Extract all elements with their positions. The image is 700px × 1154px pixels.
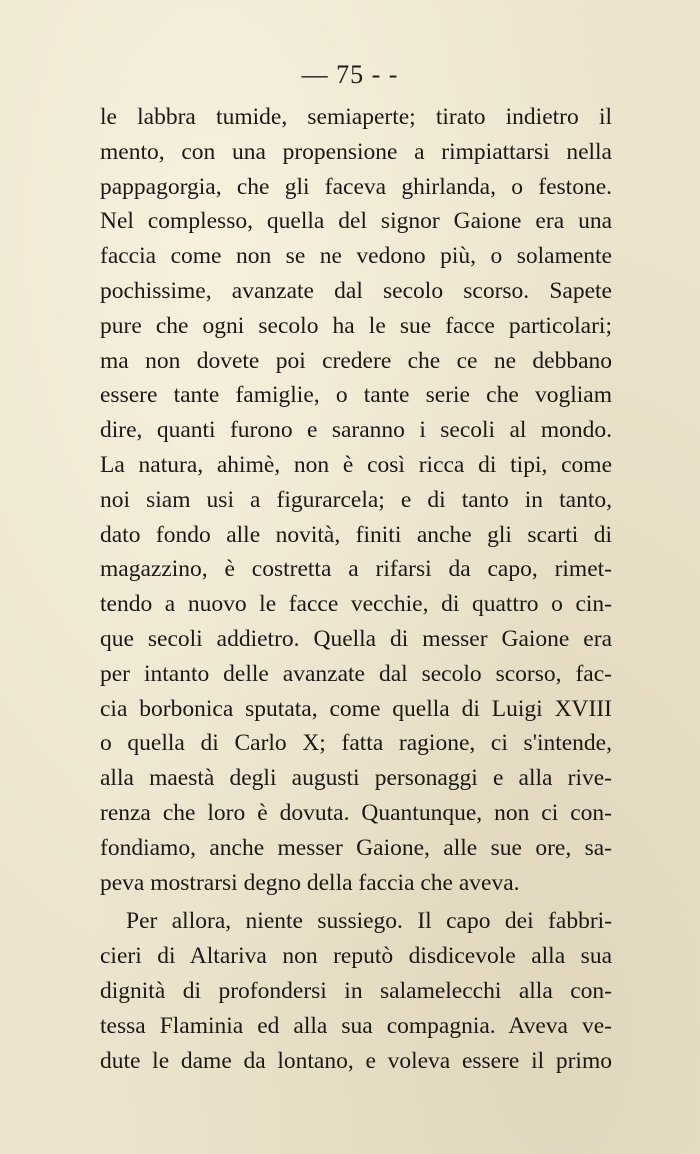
text-line: le labbra tumide, semiaperte; tirato indietro il	[100, 104, 612, 130]
text-line: Per allora, niente sussiego. Il capo dei fabbri-	[126, 908, 612, 935]
text-line: pure che ogni secolo ha le sue facce particolari;	[100, 312, 612, 339]
text-line: tendo a nuovo le facce vecchie, di quattro o cin-	[100, 591, 612, 618]
text-line: mento, con una propensione a rimpiattarsi nella	[100, 138, 612, 165]
text-line: dato fondo alle novità, finiti anche gli scarti di	[100, 521, 612, 548]
paragraph-1	[100, 100, 612, 900]
text-line: per intanto delle avanzate dal secolo scorso, fac-	[100, 660, 612, 687]
text-line: pappagorgia, che gli faceva ghirlanda, o festone.	[100, 173, 612, 200]
text-line: dire, quanti furono e saranno i secoli al mondo.	[100, 417, 612, 444]
text-line: ma non dovete poi credere che ce ne debbano	[100, 347, 612, 374]
text-line: La natura, ahimè, non è così ricca di tipi, come	[100, 451, 612, 478]
text-line: cia borbonica sputata, come quella di Luigi XVIII	[100, 695, 612, 722]
text-line: o quella di Carlo X; fatta ragione, ci s'intende,	[100, 730, 612, 757]
text-line: alla maestà degli augusti personaggi e alla rive-	[100, 765, 612, 792]
text-line: cieri di Altariva non reputò disdicevole alla sua	[100, 943, 612, 970]
text-line: que secoli addietro. Quella di messer Gaione era	[100, 625, 612, 652]
text-line: faccia come non se ne vedono più, o solamente	[100, 243, 612, 270]
text-line: renza che loro è dovuta. Quantunque, non ci con-	[100, 799, 612, 826]
text-line: essere tante famiglie, o tante serie che vogliam	[100, 382, 612, 409]
body-text	[100, 100, 612, 1078]
page-number: — 75 - -	[301, 60, 399, 89]
paragraph-2	[100, 904, 612, 1078]
text-line: Nel complesso, quella del signor Gaione era una	[100, 208, 612, 235]
text-line: peva mostrarsi degno della faccia che aveva.	[100, 869, 520, 896]
text-line: noi siam usi a figurarcela; e di tanto in tanto,	[100, 486, 612, 513]
text-line: tessa Flaminia ed alla sua compagnia. Aveva ve-	[100, 1012, 612, 1039]
text-line: pochissime, avanzate dal secolo scorso. Sapete	[100, 277, 612, 304]
text-line: magazzino, è costretta a rifarsi da capo, rimet-	[100, 556, 612, 583]
text-line: dignità di profondersi in salamelecchi alla con-	[100, 977, 612, 1004]
text-line: fondiamo, anche messer Gaione, alle sue ore, sa-	[100, 834, 612, 861]
text-line: dute le dame da lontano, e voleva essere il primo	[100, 1047, 612, 1074]
